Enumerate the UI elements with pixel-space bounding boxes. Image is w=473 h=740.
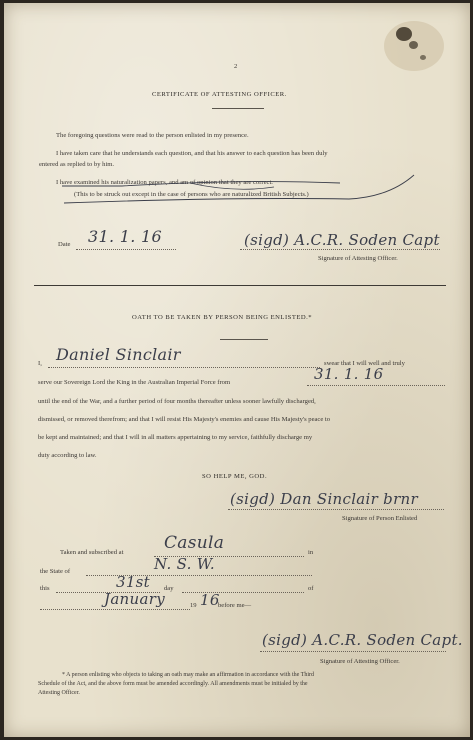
strikeout-lines	[4, 3, 470, 243]
page-number: 2	[234, 63, 238, 70]
certificate-line-3: I have examined his naturalization papers, and am of opinion that they are correct.	[56, 179, 273, 186]
oath-line-5: be kept and maintained; and that I will in all matters appertaining to my service, faithfully discharge my	[38, 434, 313, 441]
year-prefix: 19	[190, 602, 197, 609]
attesting-officer-signature: (sigd) A.C.R. Soden Capt	[244, 231, 440, 249]
day-label: day	[164, 585, 174, 592]
oath-line-2: serve our Sovereign Lord the King in the Australian Imperial Force from	[38, 379, 231, 386]
footnote-line-3: Attesting Officer.	[38, 690, 80, 696]
certificate-line-2a: I have taken care that he understands each question, and that his answer to each question has been duly	[56, 150, 328, 157]
oath-line-1-end: swear that I will well and truly	[324, 360, 405, 367]
before-me-label: before me—	[218, 602, 252, 609]
month-value: January	[104, 590, 165, 608]
name-dotted-line	[48, 367, 320, 368]
footnote-line-2: Schedule of the Act, and the above form must be amended accordingly. All amendments must be initialed by the	[38, 681, 308, 687]
attesting-officer-caption: Signature of Attesting Officer.	[318, 255, 398, 262]
enlisted-signature-dotted-line	[228, 509, 444, 510]
enlistment-form-page	[4, 3, 470, 737]
certificate-line-2b: entered as replied to by him.	[39, 161, 115, 168]
day-value: 31st	[116, 573, 151, 591]
signature-dotted-line	[240, 249, 440, 250]
oath-line-4: dismissed, or removed therefrom; and that I will resist His Majesty's enemies and cause His Majesty's peace to	[38, 416, 331, 423]
officer-signature-dotted-line	[260, 651, 446, 652]
of-label: of	[308, 585, 314, 592]
footnote-line-1: * A person enlisting who objects to taking an oath may make an affirmation in accordance with the Third	[62, 672, 315, 678]
oath-heading-underline	[220, 339, 268, 340]
state-value: N. S. W.	[154, 555, 215, 573]
oath-closing: SO HELP ME, GOD.	[202, 473, 268, 480]
certificate-line-1: The foregoing questions were read to the person enlisted in my presence.	[56, 132, 249, 139]
state-label: the State of	[40, 568, 71, 575]
oath-line-6: duty according to law.	[38, 452, 97, 459]
certificate-heading: CERTIFICATE OF ATTESTING OFFICER.	[152, 91, 287, 98]
enlisted-person-caption: Signature of Person Enlisted	[342, 515, 418, 522]
service-from-date: 31. 1. 16	[314, 365, 384, 383]
in-label: in	[308, 549, 314, 556]
oath-heading: OATH TO BE TAKEN BY PERSON BEING ENLISTED.*	[132, 314, 313, 321]
this-label: this	[40, 585, 50, 592]
section-divider	[34, 285, 446, 286]
from-date-dotted-line	[307, 385, 445, 386]
date-dotted-line	[76, 249, 176, 250]
month-dotted-line	[40, 609, 190, 610]
enlisted-person-signature: (sigd) Dan Sinclair brnr	[230, 490, 418, 508]
attesting-officer-signature-2: (sigd) A.C.R. Soden Capt.	[262, 631, 463, 649]
taken-subscribed-label: Taken and subscribed at	[60, 549, 124, 556]
date-label: Date	[58, 241, 71, 248]
year-value: 16	[200, 591, 220, 609]
enlistee-name: Daniel Sinclair	[56, 345, 181, 364]
attesting-officer-caption-2: Signature of Attesting Officer.	[320, 658, 400, 665]
certificate-line-4: (This to be struck out except in the case of persons who are naturalized British Subjects.)	[74, 191, 309, 198]
oath-i-label: I,	[38, 360, 42, 367]
oath-line-3: until the end of the War, and a further period of four months thereafter unless sooner lawfully discharged,	[38, 398, 316, 405]
certificate-date: 31. 1. 16	[88, 227, 162, 246]
enlistment-place: Casula	[164, 533, 225, 553]
